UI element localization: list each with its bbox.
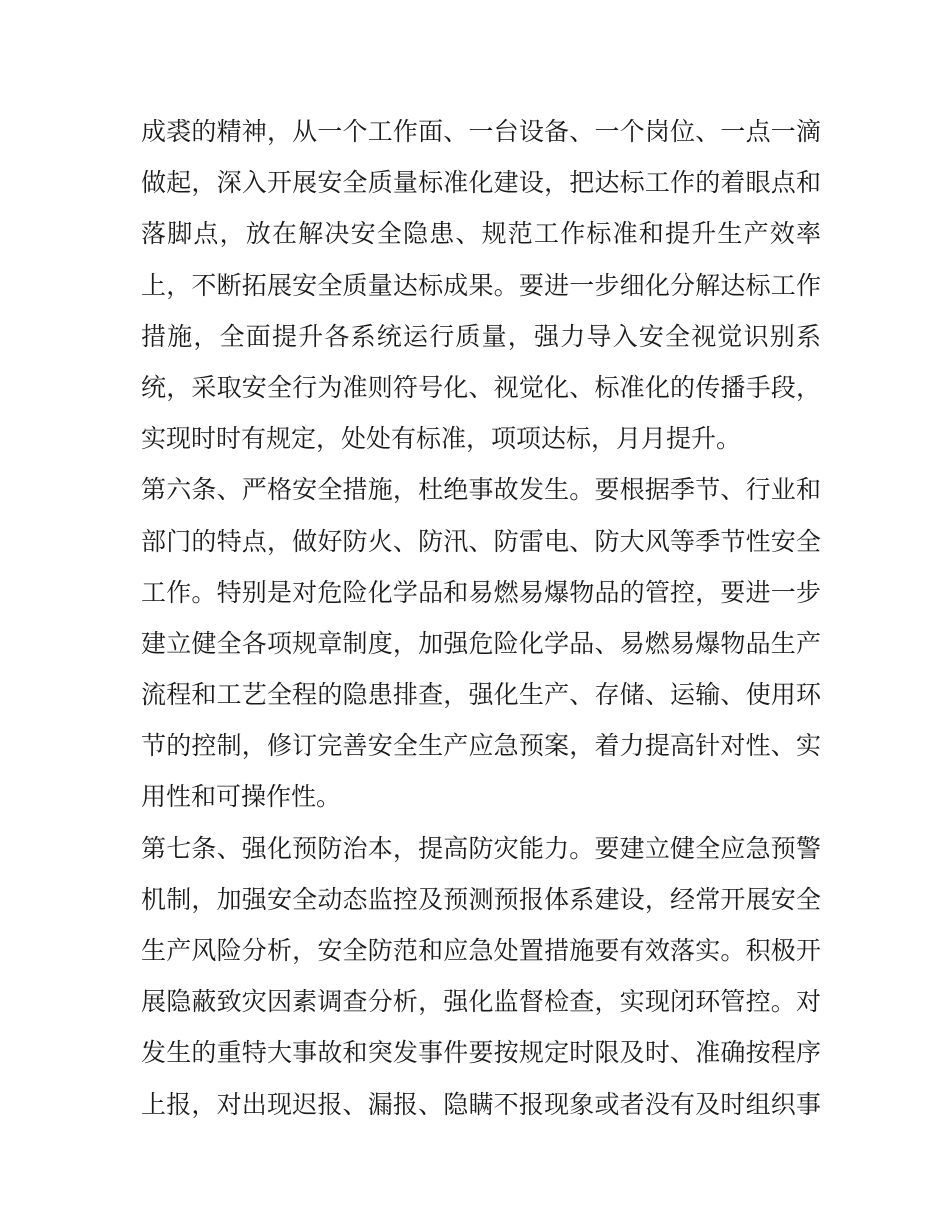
text-line: 上报，对出现迟报、漏报、隐瞒不报现象或者没有及时组织事 [141, 1089, 821, 1119]
body-text [141, 106, 821, 1130]
text-line: 发生的重特大事故和突发事件要按规定时限及时、准确按程序 [141, 1038, 821, 1068]
text-line: 统，采取安全行为准则符号化、视觉化、标准化的传播手段， [141, 372, 821, 402]
text-line: 用性和可操作性。 [141, 782, 342, 812]
text-line: 机制，加强安全动态监控及预测预报体系建设，经常开展安全 [141, 884, 821, 914]
text-line: 节的控制，修订完善安全生产应急预案，着力提高针对性、实 [141, 731, 821, 761]
text-line: 第六条、严格安全措施，杜绝事故发生。要根据季节、行业和 [141, 475, 821, 505]
text-line: 成裘的精神，从一个工作面、一台设备、一个岗位、一点一滴 [141, 117, 821, 146]
text-line: 生产风险分析，安全防范和应急处置措施要有效落实。积极开 [141, 936, 821, 965]
text-line: 第七条、强化预防治本，提高防灾能力。要建立健全应急预警 [141, 833, 821, 863]
text-line: 部门的特点，做好防火、防汛、防雷电、防大风等季节性安全 [141, 526, 821, 556]
text-line: 措施，全面提升各系统运行质量，强力导入安全视觉识别系 [141, 321, 821, 351]
text-line: 落脚点，放在解决安全隐患、规范工作标准和提升生产效率 [141, 219, 821, 249]
text-line: 建立健全各项规章制度，加强危险化学品、易燃易爆物品生产 [141, 628, 821, 658]
text-line: 展隐蔽致灾因素调查分析，强化监督检查，实现闭环管控。对 [141, 987, 821, 1017]
text-line: 实现时时有规定，处处有标准，项项达标，月月提升。 [141, 424, 742, 454]
text-line: 上，不断拓展安全质量达标成果。要进一步细化分解达标工作 [141, 270, 821, 300]
text-line: 工作。特别是对危险化学品和易燃易爆物品的管控，要进一步 [141, 577, 821, 607]
text-line: 流程和工艺全程的隐患排查，强化生产、存储、运输、使用环 [141, 680, 821, 710]
text-line: 做起，深入开展安全质量标准化建设，把达标工作的着眼点和 [141, 168, 821, 198]
